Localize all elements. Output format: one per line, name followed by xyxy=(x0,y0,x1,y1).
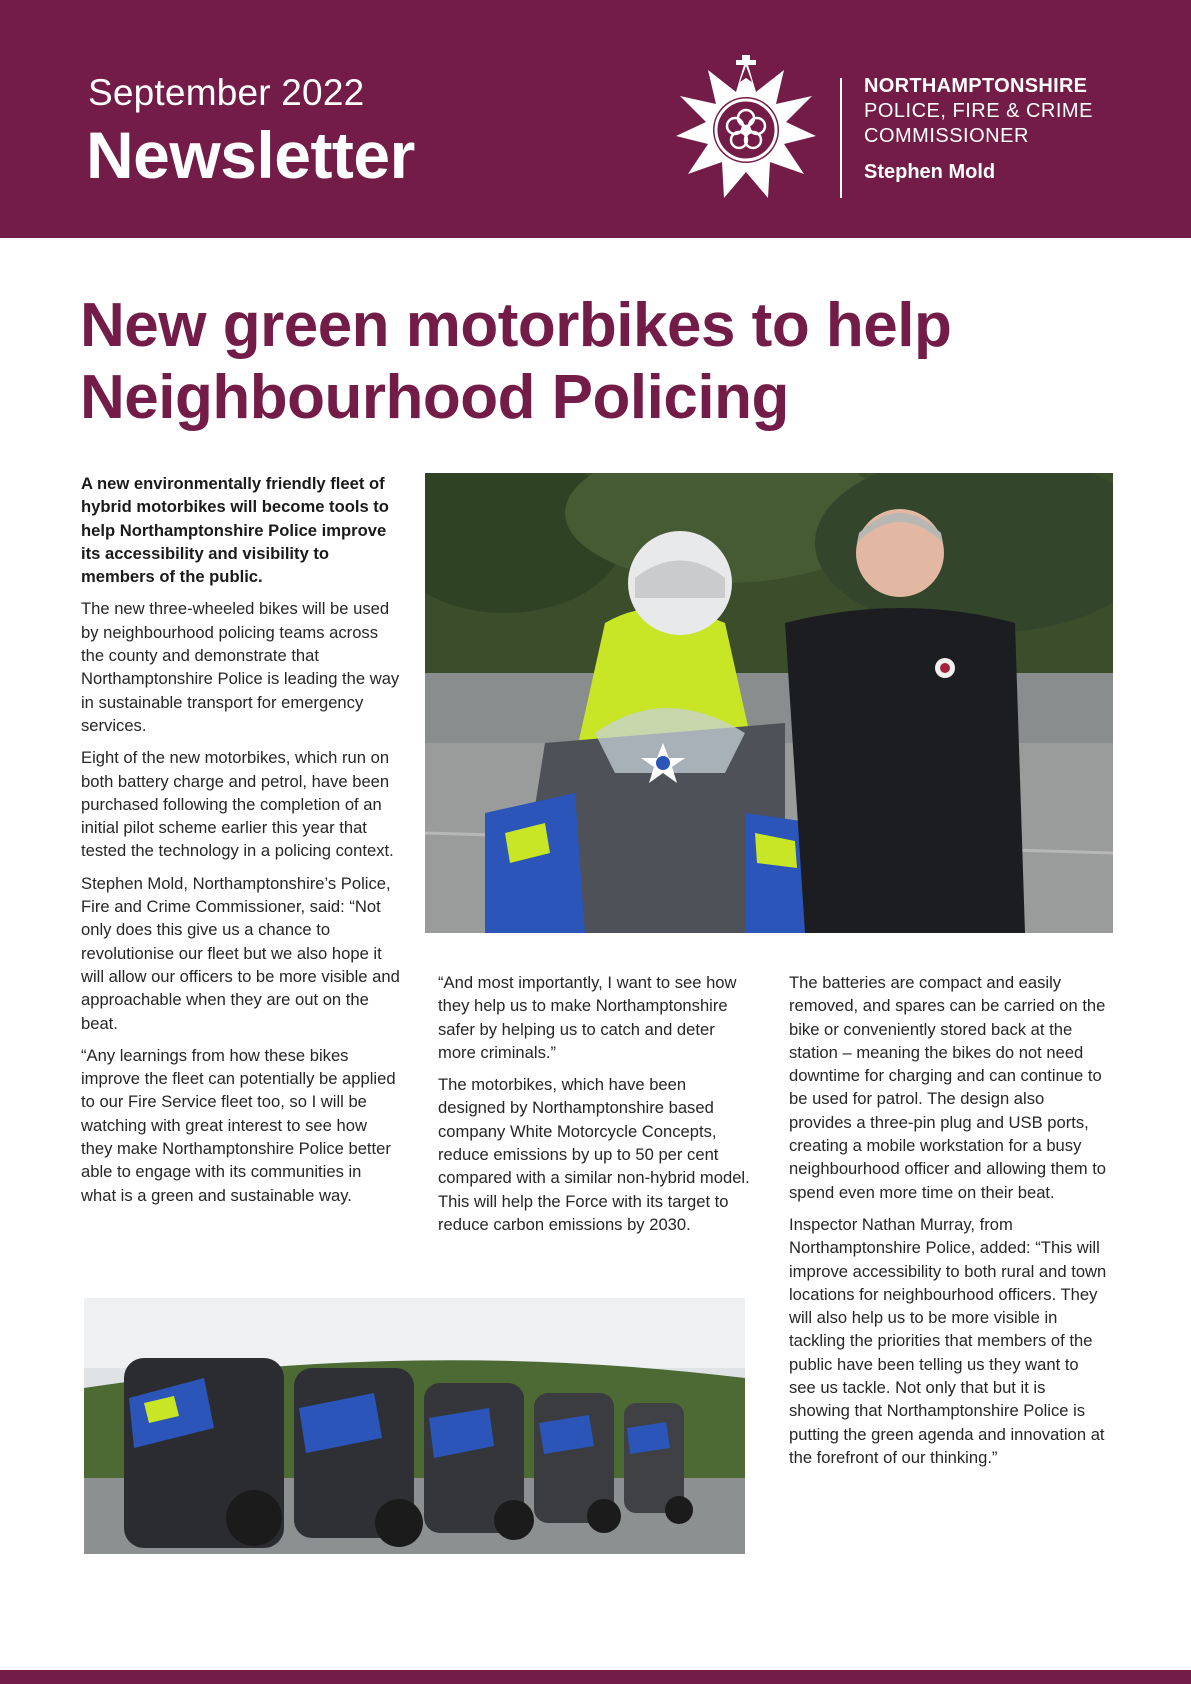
header-divider xyxy=(840,78,842,198)
issue-date: September 2022 xyxy=(88,72,365,113)
article-column-3 xyxy=(789,971,1107,1478)
paragraph: The batteries are compact and easily removed, and spares can be carried on the bike or conveniently stored back at the station – meaning the bikes do not need downtime for charging and can continue to be used for patrol. The design also provides a three-pin plug and USB ports, creating a mobile workstation for a busy neighbourhood officer and allowing them to spend even more time on their beat. xyxy=(789,973,1107,1202)
star-badge-icon xyxy=(676,55,816,205)
org-line-3: COMMISSIONER xyxy=(864,125,1029,147)
headline-line-2: Neighbourhood Policing xyxy=(80,363,789,432)
motorbike-fleet-photo xyxy=(84,1298,745,1554)
article-column-2 xyxy=(438,971,751,1245)
lead-paragraph: A new environmentally friendly fleet of hybrid motorbikes will become tools to help Northamptonshire Police improve its accessibility and visibility to members of the public. xyxy=(81,474,389,587)
paragraph: The motorbikes, which have been designed by Northamptonshire based company White Motorcycle Concepts, reduce emissions by up to 50 per cent compared with a similar non-hybrid model. This will help the Force with its target to reduce carbon emissions by 2030. xyxy=(438,1075,750,1234)
newsletter-title: Newsletter xyxy=(86,118,415,192)
paragraph: “And most importantly, I want to see how they help us to make Northamptonshire safer by helping us to catch and deter more criminals.” xyxy=(438,973,737,1062)
officer-and-commissioner-photo xyxy=(425,473,1113,933)
commissioner-name: Stephen Mold xyxy=(864,161,996,183)
article-headline xyxy=(80,290,1140,434)
footer-bar xyxy=(0,1670,1191,1684)
masthead xyxy=(0,0,1191,238)
org-line-1: NORTHAMPTONSHIRE xyxy=(864,75,1088,97)
paragraph: Inspector Nathan Murray, from Northamptonshire Police, added: “This will improve accessibility to both rural and town locations for neighbourhood officers. They will also help us to be more visible in tackling the priorities that members of the public have been telling us they want to see us tackle. Not only that but it is showing that Northamptonshire Police is putting the green agenda and innovation at the forefront of our thinking.” xyxy=(789,1214,1107,1467)
paragraph: Eight of the new motorbikes, which run on both battery charge and petrol, have been purchased following the completion of an initial pilot scheme earlier this year that tested the technology in a policing context. xyxy=(81,748,394,861)
article-column-1 xyxy=(81,472,401,1216)
paragraph: Stephen Mold, Northamptonshire’s Police, Fire and Crime Commissioner, said: “Not only does this give us a chance to revolutionise our fleet but we also hope it will allow our officers to be more visible and approachable when they are out on the beat. xyxy=(81,873,400,1033)
org-line-2: POLICE, FIRE & CRIME xyxy=(864,100,1093,122)
headline-line-1: New green motorbikes to help xyxy=(80,291,952,360)
paragraph: “Any learnings from how these bikes improve the fleet can potentially be applied to our Fire Service fleet too, so I will be watching with great interest to see how they make Northamptonshire Police better able to engage with its communities in what is a green and sustainable way. xyxy=(81,1045,396,1205)
org-name xyxy=(864,74,1093,185)
paragraph: The new three-wheeled bikes will be used by neighbourhood policing teams across the county and demonstrate that Northamptonshire Police is leading the way in sustainable transport for emergency services. xyxy=(81,599,400,735)
